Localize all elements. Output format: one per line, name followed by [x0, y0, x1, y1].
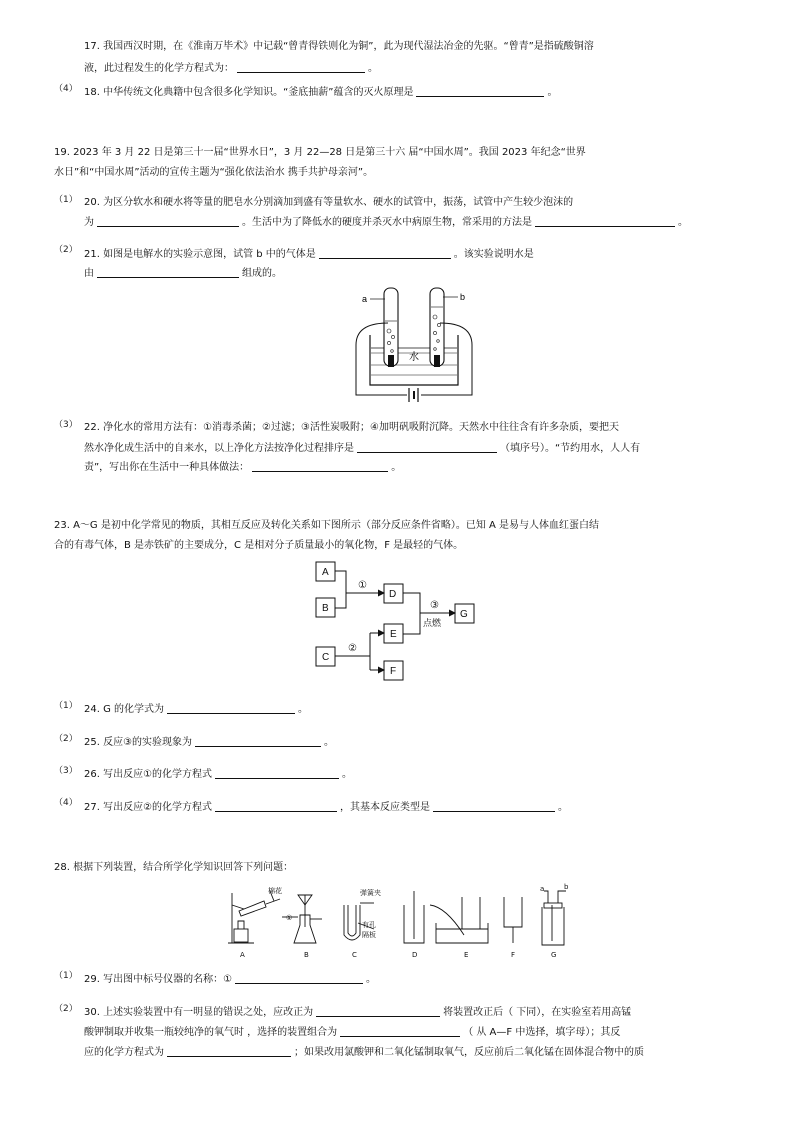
q27-subpart-marker: （4）	[54, 798, 78, 808]
q24-stem: 24. G 的化学式为	[84, 704, 165, 715]
q27-stem: 27. 写出反应②的化学方程式	[84, 802, 213, 813]
q27-stem-2: ，其基本反应类型是	[340, 802, 431, 813]
spring-clamp-label: 弹簧夹	[360, 889, 381, 897]
node-E: E	[390, 629, 397, 640]
q27-blank-type[interactable]	[433, 800, 555, 812]
q20-middle: 。生活中为了降低水的硬度并杀灭水中病原生物，常采用的方法是	[242, 217, 532, 228]
q24-end: 。	[298, 704, 309, 715]
q29-answer-blank[interactable]	[235, 972, 363, 984]
q25-subpart-marker: （2）	[54, 734, 78, 744]
apparatus-D-label: D	[412, 951, 418, 959]
node-G: G	[460, 609, 468, 620]
q17-line1: 17. 我国西汉时期，在《淮南万毕术》中记载“曾青得铁则化为铜”，此为现代湿法冶金的先驱。“曾青”是指硫酸铜溶	[84, 41, 594, 52]
q25-end: 。	[324, 737, 335, 748]
q20-subpart-marker: （1）	[54, 195, 78, 205]
q30-subpart-marker: （2）	[54, 1004, 78, 1014]
q21-line2	[84, 266, 282, 281]
q26-end: 。	[342, 769, 353, 780]
perforated-label: 有孔	[362, 921, 376, 929]
port-b-label: b	[564, 883, 569, 891]
q28-line: 28. 根据下列装置，结合所学化学知识回答下列问题：	[54, 862, 294, 873]
q17-line2	[84, 61, 378, 76]
reaction-1-label: ①	[358, 580, 367, 591]
q17-end: 。	[368, 63, 378, 74]
q30-blank-3[interactable]	[167, 1045, 291, 1057]
q22-blank-2[interactable]	[252, 460, 388, 472]
q22-stem-3: （填序号）。“节约用水，人人有	[500, 443, 641, 454]
q30-stem-5: 应的化学方程式为	[84, 1047, 164, 1058]
q30-blank-1[interactable]	[316, 1005, 440, 1017]
electrolysis-figure	[348, 283, 478, 408]
partition-label: 隔板	[362, 931, 376, 939]
q22-blank-1[interactable]	[357, 441, 497, 453]
q29-line	[84, 972, 376, 987]
port-a-label: a	[540, 885, 545, 893]
node-D: D	[389, 589, 397, 600]
q26-subpart-marker: （3）	[54, 766, 78, 776]
q25-line	[84, 735, 334, 750]
q22-line3	[84, 460, 401, 475]
q29-end: 。	[366, 974, 377, 985]
apparatus-A-label: A	[240, 951, 245, 959]
q20-line2	[84, 215, 688, 230]
q30-stem-2: 将装置改正后（ 下同），在实验室若用高锰	[443, 1007, 632, 1018]
q18-stem: 18. 中华传统文化典籍中包含很多化学知识。“釜底抽薪”蕴含的灭火原理是	[84, 87, 414, 98]
q30-line1	[84, 1005, 631, 1020]
q30-stem-3: 酸钾制取并收集一瓶较纯净的氧气时 ，选择的装置组合为	[84, 1027, 338, 1038]
water-label: 水	[409, 352, 419, 363]
q18-answer-blank[interactable]	[416, 85, 544, 97]
q21-blank-2[interactable]	[97, 266, 239, 278]
q29-subpart-marker: （1）	[54, 971, 78, 981]
lab-apparatus-figure	[224, 883, 584, 963]
node-A: A	[322, 567, 329, 578]
q22-line2	[84, 441, 640, 456]
q24-answer-blank[interactable]	[167, 702, 295, 714]
q26-line	[84, 767, 352, 782]
apparatus-G-label: G	[551, 951, 557, 959]
q29-stem: 29. 写出图中标号仪器的名称：①	[84, 974, 233, 985]
reaction-2-label: ②	[348, 643, 357, 654]
q23-line1: 23. A～G 是初中化学常见的物质，其相互反应及转化关系如下图所示（部分反应条件省略）。已知 A 是易与人体血红蛋白结	[54, 520, 600, 531]
tube-b-label: b	[460, 292, 466, 302]
q25-answer-blank[interactable]	[195, 735, 321, 747]
node-F: F	[390, 666, 397, 677]
reaction-3-label: ③	[430, 600, 439, 611]
cotton-label: 棉花	[268, 887, 282, 895]
q22-subpart-marker: （3）	[54, 420, 78, 430]
node-B: B	[322, 603, 329, 614]
reaction-flow-diagram	[312, 557, 492, 687]
q24-line	[84, 702, 308, 717]
q18-line	[84, 85, 557, 100]
q30-stem-1: 30. 上述实验装置中有一明显的错误之处，应改正为	[84, 1007, 314, 1018]
q20-blank-1[interactable]	[97, 215, 239, 227]
q20-for: 为	[84, 217, 94, 228]
q22-end: 。	[391, 462, 402, 473]
q30-blank-2[interactable]	[340, 1025, 460, 1037]
q30-stem-6: ；如果改用氯酸钾和二氧化锰制取氧气，反应前后二氧化锰在固体混合物中的质	[294, 1047, 644, 1058]
q27-blank-equation[interactable]	[215, 800, 337, 812]
q24-subpart-marker: （1）	[54, 701, 78, 711]
q30-stem-4: （ 从 A—F 中选择，填字母）；其反	[463, 1027, 621, 1038]
q21-line1	[84, 247, 534, 262]
q23-line2: 合的有毒气体，B 是赤铁矿的主要成分，C 是相对分子质量最小的氧化物，F 是最轻的气体。	[54, 540, 464, 551]
instrument-1-label: ①	[286, 914, 293, 922]
q26-stem: 26. 写出反应①的化学方程式	[84, 769, 213, 780]
q21-stem-2: 。该实验说明水是	[453, 249, 534, 260]
q27-end: 。	[558, 802, 569, 813]
q21-composed: 组成的。	[242, 268, 282, 279]
q17-answer-blank[interactable]	[237, 61, 365, 73]
q22-line1: 22. 净化水的常用方法有：①消毒杀菌；②过滤；③活性炭吸附；④加明矾吸附沉降。天然水中往往含有许多杂质，要把天	[84, 422, 619, 433]
q19-line1: 19. 2023 年 3 月 22 日是第三十一届“世界水日”，3 月 22—28 日是第三十六 届“中国水周”。我国 2023 年纪念“世界	[54, 147, 586, 158]
q26-answer-blank[interactable]	[215, 767, 339, 779]
q27-line	[84, 800, 568, 815]
q18-end: 。	[547, 87, 558, 98]
q21-blank-1[interactable]	[319, 247, 451, 259]
q21-from: 由	[84, 268, 94, 279]
q20-blank-2[interactable]	[535, 215, 675, 227]
ignition-condition: 点燃	[423, 618, 442, 628]
tube-a-label: a	[362, 294, 368, 304]
q22-stem-4: 责”，写出你在生活中一种具体做法：	[84, 462, 250, 473]
q20-end: 。	[678, 217, 688, 228]
q30-line3	[84, 1045, 644, 1060]
q30-line2	[84, 1025, 620, 1040]
q22-stem-2: 然水净化成生活中的自来水，以上净化方法按净化过程排序是	[84, 443, 354, 454]
q17-stem: 液，此过程发生的化学方程式为：	[84, 63, 234, 74]
q18-subpart-marker: （4）	[54, 84, 78, 94]
q19-line2: 水日”和“中国水周”活动的宣传主题为“强化依法治水 携手共护母亲河”。	[54, 167, 374, 178]
apparatus-E-label: E	[464, 951, 469, 959]
q21-stem: 21. 如图是电解水的实验示意图，试管 b 中的气体是	[84, 249, 316, 260]
q21-subpart-marker: （2）	[54, 245, 78, 255]
q25-stem: 25. 反应③的实验现象为	[84, 737, 193, 748]
node-C: C	[322, 652, 330, 663]
apparatus-F-label: F	[511, 951, 516, 959]
apparatus-C-label: C	[352, 951, 357, 959]
apparatus-B-label: B	[304, 951, 309, 959]
q20-line1: 20. 为区分软水和硬水将等量的肥皂水分别滴加到盛有等量软水、硬水的试管中，振荡，试管中产生较少泡沫的	[84, 197, 574, 208]
